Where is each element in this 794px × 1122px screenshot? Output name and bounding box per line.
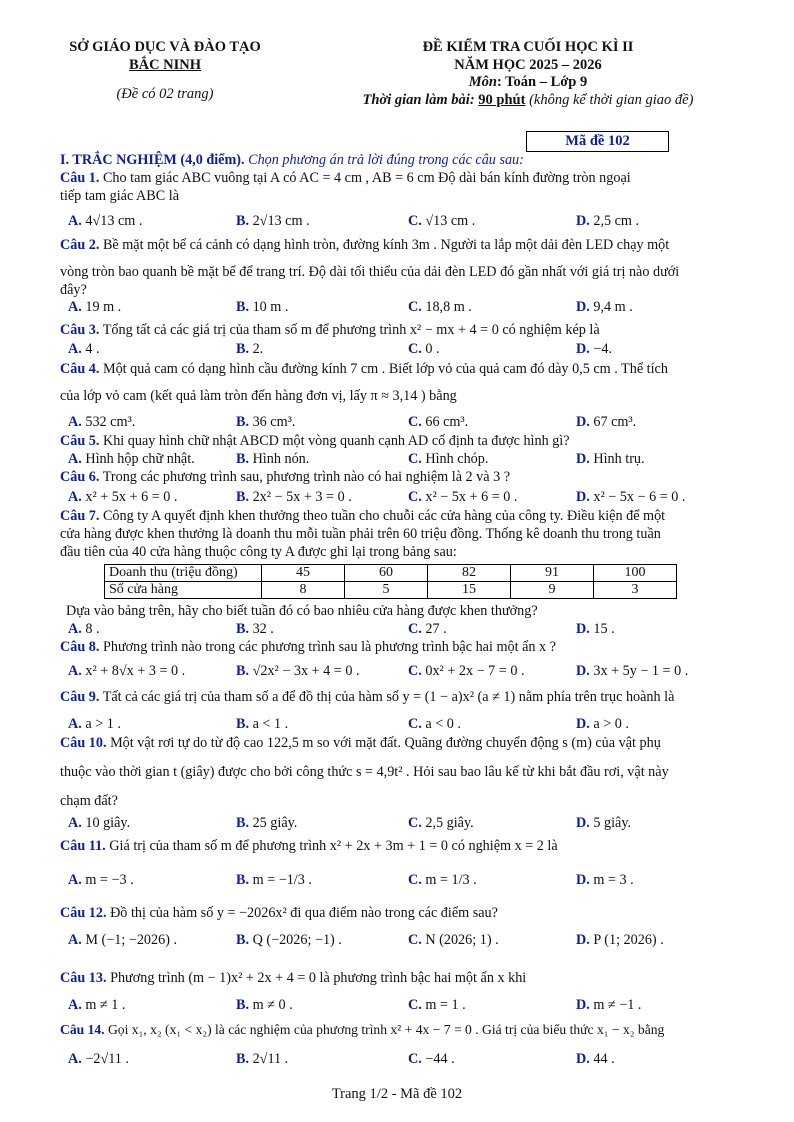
question-3-line-1: Câu 3. Tổng tất cả các giá trị của tham số m để phương trình x² − mx + 4 = 0 có nghiệm kép là [60, 322, 600, 338]
q12-option-b[interactable]: B. Q (−2026; −1) . [236, 932, 342, 948]
page-footer: Trang 1/2 - Mã đề 102 [331, 1086, 463, 1102]
table-row [105, 565, 677, 582]
time-value: 90 phút [478, 91, 526, 108]
q3-option-b[interactable]: B. 2. [236, 341, 264, 357]
question-2-line-1: Câu 2. Bề mặt một bể cá cảnh có dạng hình tròn, đường kính 3m . Người ta lắp một dải đèn LED chạy một [60, 237, 670, 253]
header-right [300, 38, 756, 108]
q2-option-c[interactable]: C. 18,8 m . [408, 299, 472, 315]
q1-option-a[interactable]: A. 4√13 cm . [68, 213, 143, 229]
q6-option-c[interactable]: C. x² − 5x + 6 = 0 . [408, 489, 518, 505]
time-note: (không kể thời gian giao đề) [529, 91, 694, 108]
province-name: BẮC NINH [128, 56, 202, 73]
q1-option-c[interactable]: C. √13 cm . [408, 213, 476, 229]
question-12-line-1: Câu 12. Đồ thị của hàm số y = −2026x² đi qua điểm nào trong các điểm sau? [60, 905, 498, 921]
q5-option-d[interactable]: D. Hình trụ. [576, 451, 645, 467]
question-9-line-1: Câu 9. Tất cả các giá trị của tham số a để đồ thị của hàm số y = (1 − a)x² (a ≠ 1) nằm phía trên trục hoành là [60, 689, 675, 705]
q4-option-c[interactable]: C. 66 cm³. [408, 414, 469, 430]
exam-title: ĐỀ KIỂM TRA CUỐI HỌC KÌ II [422, 39, 634, 55]
question-1-line-2: tiếp tam giác ABC là [60, 188, 179, 204]
q6-option-a[interactable]: A. x² + 5x + 6 = 0 . [68, 489, 178, 505]
q11-option-a[interactable]: A. m = −3 . [68, 872, 134, 888]
q11-option-c[interactable]: C. m = 1/3 . [408, 872, 477, 888]
q8-option-d[interactable]: D. 3x + 5y − 1 = 0 . [576, 663, 689, 679]
q13-option-c[interactable]: C. m = 1 . [408, 997, 466, 1013]
q6-option-d[interactable]: D. x² − 5x − 6 = 0 . [576, 489, 686, 505]
q12-option-a[interactable]: A. M (−1; −2026) . [68, 932, 178, 948]
question-14-line-1: Câu 14. Gọi x₁, x₂ (x₁ < x₂) là các nghiệm của phương trình x² + 4x − 7 = 0 . Giá trị của biểu thức x₁ − x₂ bằng [60, 1022, 665, 1037]
table-cell: 8 [262, 582, 345, 599]
q4-option-a[interactable]: A. 532 cm³. [68, 414, 136, 430]
q9-option-d[interactable]: D. a > 0 . [576, 716, 629, 732]
table-row [105, 582, 677, 599]
question-7-line-1: Câu 7. Công ty A quyết định khen thưởng theo tuần cho chuỗi các cửa hàng của công ty. Điều kiện để một [60, 508, 666, 524]
revenue-table [104, 564, 677, 599]
q9-option-b[interactable]: B. a < 1 . [236, 716, 289, 732]
q2-option-d[interactable]: D. 9,4 m . [576, 299, 633, 315]
question-6-line-1: Câu 6. Trong các phương trình sau, phương trình nào có hai nghiệm là 2 và 3 ? [60, 469, 511, 485]
q7-option-d[interactable]: D. 15 . [576, 621, 615, 637]
q9-option-a[interactable]: A. a > 1 . [68, 716, 121, 732]
q2-option-a[interactable]: A. 19 m . [68, 299, 122, 315]
q5-option-b[interactable]: B. Hình nón. [236, 451, 310, 467]
q12-option-c[interactable]: C. N (2026; 1) . [408, 932, 499, 948]
question-7-line-2: cửa hàng được khen thưởng là doanh thu mỗi tuần phải trên 60 triệu đồng. Thống kê doanh thu trong tuần [60, 526, 661, 542]
q8-option-a[interactable]: A. x² + 8√x + 3 = 0 . [68, 663, 186, 679]
q14-option-c[interactable]: C. −44 . [408, 1051, 455, 1067]
school-year: NĂM HỌC 2025 – 2026 [454, 56, 602, 73]
q8-option-b[interactable]: B. √2x² − 3x + 4 = 0 . [236, 663, 360, 679]
q2-option-b[interactable]: B. 10 m . [236, 299, 289, 315]
q4-option-d[interactable]: D. 67 cm³. [576, 414, 637, 430]
question-5-line-1: Câu 5. Khi quay hình chữ nhật ABCD một vòng quanh cạnh AD cố định ta được hình gì? [60, 433, 570, 449]
department-name: SỞ GIÁO DỤC VÀ ĐÀO TẠO [69, 39, 261, 55]
q10-option-b[interactable]: B. 25 giây. [236, 815, 298, 831]
q11-option-b[interactable]: B. m = −1/3 . [236, 872, 312, 888]
table-cell: 15 [428, 582, 511, 599]
q3-option-a[interactable]: A. 4 . [68, 341, 100, 357]
question-4-line-2: của lớp vỏ cam (kết quả làm tròn đến hàng đơn vị, lấy π ≈ 3,14 ) bằng [60, 388, 457, 404]
section-heading [60, 152, 766, 170]
table-cell: 45 [262, 565, 345, 582]
q14-option-d[interactable]: D. 44 . [576, 1051, 615, 1067]
q11-option-d[interactable]: D. m = 3 . [576, 872, 634, 888]
question-10-line-1: Câu 10. Một vật rơi tự do từ độ cao 122,5 m so với mặt đất. Quãng đường chuyển động s (m) của vật phụ [60, 735, 661, 751]
question-11-line-1: Câu 11. Giá trị của tham số m để phương trình x² + 2x + 3m + 1 = 0 có nghiệm x = 2 là [60, 838, 558, 854]
q7-option-b[interactable]: B. 32 . [236, 621, 274, 637]
q10-option-d[interactable]: D. 5 giây. [576, 815, 632, 831]
question-10-line-2: thuộc vào thời gian t (giây) được cho bởi công thức s = 4,9t² . Hỏi sau bao lâu kể từ khi bắt đầu rơi, vật này [60, 764, 669, 780]
question-13-line-1: Câu 13. Phương trình (m − 1)x² + 2x + 4 = 0 là phương trình bậc hai một ẩn x khi [60, 970, 527, 986]
question-2-line-2: vòng tròn bao quanh bề mặt bể để trang trí. Độ dài tối thiểu của dải đèn LED đó gần nhất với giá trị nào dưới [60, 264, 680, 280]
table-cell: 60 [345, 565, 428, 582]
table-cell: Doanh thu (triệu đồng) [105, 565, 262, 582]
table-cell: 9 [511, 582, 594, 599]
question-4-line-1: Câu 4. Một quả cam có dạng hình cầu đường kính 7 cm . Biết lớp vỏ của quả cam đó dày 0,5 cm . Thể tích [60, 361, 668, 377]
exam-code-box: Mã đề 102 [526, 131, 669, 152]
question-1-line-1: Câu 1. Cho tam giác ABC vuông tại A có AC = 4 cm , AB = 6 cm Độ dài bán kính đường tròn ngoại [60, 170, 631, 186]
q6-option-b[interactable]: B. 2x² − 5x + 3 = 0 . [236, 489, 352, 505]
q13-option-d[interactable]: D. m ≠ −1 . [576, 997, 642, 1013]
question-8-line-1: Câu 8. Phương trình nào trong các phương trình sau là phương trình bậc hai một ẩn x ? [60, 639, 556, 655]
pages-note: (Đề có 02 trang) [116, 86, 214, 102]
section-title: I. TRẮC NGHIỆM (4,0 điểm). [60, 152, 245, 168]
q14-option-b[interactable]: B. 2√11 . [236, 1051, 289, 1067]
question-2-line-3: đây? [60, 282, 87, 298]
q13-option-b[interactable]: B. m ≠ 0 . [236, 997, 293, 1013]
q10-option-a[interactable]: A. 10 giây. [68, 815, 131, 831]
q1-option-b[interactable]: B. 2√13 cm . [236, 213, 310, 229]
q12-option-d[interactable]: D. P (1; 2026) . [576, 932, 664, 948]
question-7-line-3: đầu tiên của 40 cửa hàng thuộc công ty A được ghi lại trong bảng sau: [60, 544, 457, 560]
q9-option-c[interactable]: C. a < 0 . [408, 716, 461, 732]
q5-option-a[interactable]: A. Hình hộp chữ nhật. [68, 451, 195, 467]
subject-value: : Toán – Lớp 9 [496, 74, 588, 90]
table-cell: 5 [345, 582, 428, 599]
q7-option-a[interactable]: A. 8 . [68, 621, 100, 637]
table-cell: 91 [511, 565, 594, 582]
subject-label: Môn [468, 74, 497, 90]
question-10-line-3: chạm đất? [60, 793, 118, 809]
table-cell: 3 [594, 582, 677, 599]
q8-option-c[interactable]: C. 0x² + 2x − 7 = 0 . [408, 663, 525, 679]
section-instruction: Chọn phương án trả lời đúng trong các câu sau: [248, 152, 524, 168]
header-left [40, 38, 290, 103]
time-label: Thời gian làm bài: [362, 91, 475, 108]
question-7-after: Dựa vào bảng trên, hãy cho biết tuần đó có bao nhiêu cửa hàng được khen thưởng? [66, 603, 538, 619]
q7-option-c[interactable]: C. 27 . [408, 621, 447, 637]
q1-option-d[interactable]: D. 2,5 cm . [576, 213, 640, 229]
table-cell: 82 [428, 565, 511, 582]
q13-option-a[interactable]: A. m ≠ 1 . [68, 997, 126, 1013]
q3-option-c[interactable]: C. 0 . [408, 341, 440, 357]
q3-option-d[interactable]: D. −4. [576, 341, 612, 357]
table-cell: Số cửa hàng [105, 582, 262, 599]
q5-option-c[interactable]: C. Hình chóp. [408, 451, 489, 467]
table-cell: 100 [594, 565, 677, 582]
q14-option-a[interactable]: A. −2√11 . [68, 1051, 129, 1067]
q10-option-c[interactable]: C. 2,5 giây. [408, 815, 474, 831]
q4-option-b[interactable]: B. 36 cm³. [236, 414, 296, 430]
